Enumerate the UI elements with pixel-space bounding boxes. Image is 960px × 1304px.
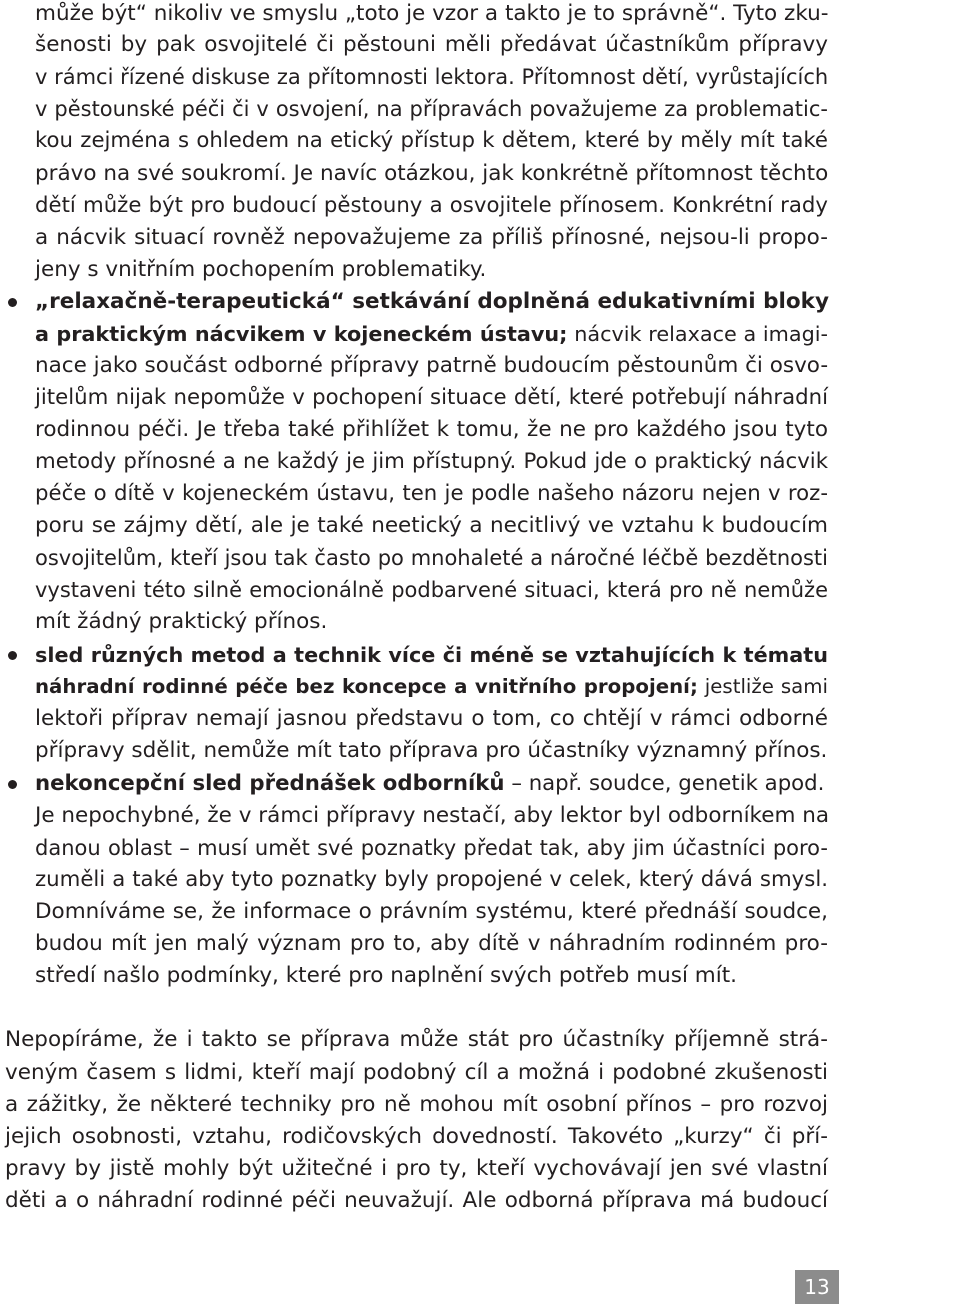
text-line: pravy by jistě mohly být užitečné i pro ty, kteří vychovávají jen své vlastní — [5, 1156, 828, 1181]
text-line: péče o dítě v kojeneckém ústavu, ten je podle našeho názoru nejen v roz- — [35, 481, 828, 506]
bullet-heading-end: náhradní rodinné péče bez koncepce a vnitřního propojení; — [35, 675, 698, 698]
text-line: lektoři příprav nemají jasnou představu o tom, co chtějí v rámci odborné — [35, 706, 828, 731]
bullet-heading: nekoncepční sled přednášek odborníků — [35, 771, 505, 796]
bullet-heading-line — [35, 768, 824, 800]
bullet-heading: „relaxačně-terapeutická“ setkávání doplněná edukativními bloky — [35, 289, 829, 314]
text-line: vystaveni této silně emocionálně podbarvené situaci, která pro ně nemůže — [35, 578, 828, 602]
bullet-text-start: – např. soudce, genetik apod. — [504, 771, 825, 796]
text-line: dětí může být pro budoucí pěstouny a osvojitele přínosem. Konkrétní rady — [35, 193, 828, 218]
text-line: budou mít jen malý význam pro to, aby dítě v náhradním rodinném pro- — [35, 931, 828, 956]
text-line: poru se zájmy dětí, ale je také neetický a necitlivý ve vztahu k budoucím — [35, 513, 828, 538]
bullet-text-start: jestliže sami — [697, 675, 828, 698]
text-line: přípravy sdělit, nemůže mít tato příprava pro účastníky významný přínos. — [35, 738, 828, 763]
text-line: Je nepochybné, že v rámci přípravy nestačí, aby lektor byl odborníkem na — [35, 803, 830, 828]
text-line: šenosti by pak osvojitelé či pěstouni měli předávat účastníkům přípravy — [35, 32, 828, 57]
text-line: Domníváme se, že informace o právním systému, které přednáší soudce, — [35, 899, 828, 924]
bullet-icon — [8, 651, 17, 660]
bullet-heading: sled různých metod a technik více či méně se vztahujících k tématu — [35, 643, 828, 667]
text-line: jitelům nijak nepomůže v pochopení situace dětí, které potřebují náhradní — [35, 385, 828, 410]
text-line: jejich osobnosti, vztahu, rodičovských dovedností. Takovéto „kurzy“ či pří- — [5, 1124, 828, 1149]
text-line: kou zejména s ohledem na etický přístup k dětem, které by měly mít také — [35, 128, 828, 153]
text-line: v pěstounské péči či v osvojení, na přípravách považujeme za problematic- — [35, 97, 828, 121]
text-line: nace jako součást odborné přípravy patrně budoucím pěstounům či osvo- — [35, 353, 829, 378]
bullet-heading-continuation — [35, 671, 828, 703]
text-line: středí našlo podmínky, které pro naplnění svých potřeb musí mít. — [35, 963, 737, 988]
text-line: v rámci řízené diskuse za přítomnosti lektora. Přítomnost dětí, vyrůstajících — [35, 65, 829, 89]
text-line: a zážitky, že některé techniky pro ně mohou mít osobní přínos – pro rozvoj — [5, 1092, 828, 1117]
text-line: danou oblast – musí umět své poznatky předat tak, aby jim účastníci poro- — [35, 836, 828, 860]
text-line: zuměli a také aby tyto poznatky byly propojené v celek, který dává smysl. — [35, 867, 828, 892]
bullet-text-start: nácvik relaxace a imagi- — [567, 322, 829, 346]
text-line: mít žádný praktický přínos. — [35, 609, 328, 634]
text-line: Nepopíráme, že i takto se příprava může stát pro účastníky příjemně strá- — [5, 1027, 828, 1052]
text-line: veným časem s lidmi, kteří mají podobný cíl a možná i podobné zkušenosti — [5, 1060, 828, 1085]
text-line: rodinnou péči. Je třeba také přihlížet k tomu, že ne pro každého jsou tyto — [35, 417, 828, 442]
bullet-heading-end: a praktickým nácvikem v kojeneckém ústavu; — [35, 322, 568, 346]
text-line: metody přínosné a ne každý je jim přístupný. Pokud jde o praktický nácvik — [35, 449, 828, 474]
text-line: jeny s vnitřním pochopením problematiky. — [35, 257, 487, 282]
text-line: právo na své soukromí. Je navíc otázkou, jak konkrétně přítomnost těchto — [35, 161, 829, 186]
text-line: děti a o náhradní rodinné péči neuvažují. Ale odborná příprava má budoucí — [5, 1188, 828, 1213]
bullet-icon — [8, 780, 17, 789]
text-line: a nácvik situací rovněž nepovažujeme za příliš přínosné, nejsou-li propo- — [35, 225, 828, 250]
text-line: může být“ nikoliv ve smyslu „toto je vzor a takto je to správně“. Tyto zku- — [35, 1, 829, 26]
text-line: osvojitelům, kteří jsou tak často po mnohaleté a náročné léčbě bezdětnosti — [35, 546, 828, 570]
page-number: 13 — [795, 1270, 839, 1304]
bullet-heading-continuation — [35, 318, 828, 350]
bullet-icon — [8, 298, 17, 307]
